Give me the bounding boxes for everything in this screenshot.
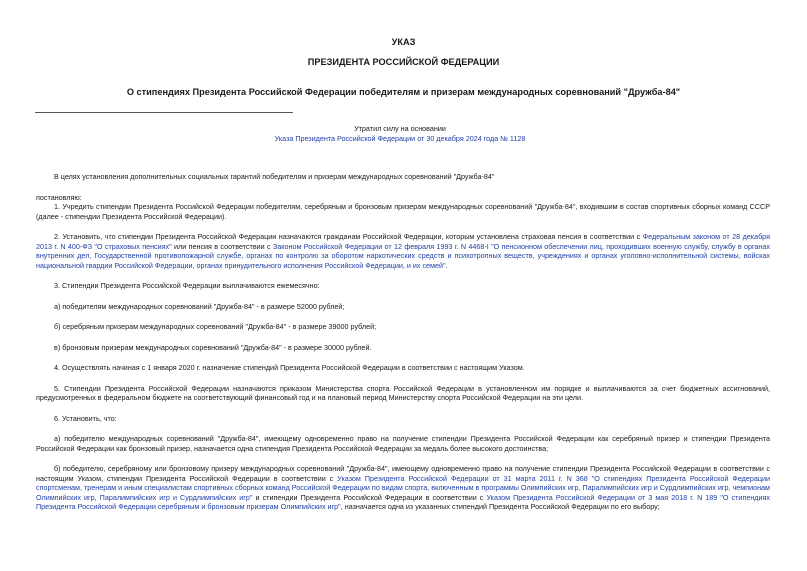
- paragraph-4: 4. Осуществлять начиная с 1 января 2020 г. назначение стипендий Президента Российской Федерации в соответствии с настоящим Указом.: [54, 363, 525, 372]
- issuer-heading: ПРЕЗИДЕНТА РОССИЙСКОЙ ФЕДЕРАЦИИ: [307, 57, 500, 67]
- status-note: [250, 124, 550, 145]
- status-note-text: Утратил силу на основании: [354, 124, 446, 133]
- federal-law-400-link[interactable]: Федеральным законом от 28 декабря 2013 г. N 400-ФЗ "О страховых пенсиях": [36, 232, 770, 251]
- paragraph-5: 5. Стипендии Президента Российской Федерации назначаются приказом Министерства спорта Российской Федерации в установленном им порядке и выплачиваются за счет бюджетных ассигнований, предусмотренных в федеральном бюджете на соответствующий финансовый год и на плановый период Министерству спорта Российской Федерации на эти цели.: [36, 383, 770, 402]
- decree-189-link[interactable]: Указом Президента Российской Федерации от 3 мая 2018 г. N 189 "О стипендиях Президента Российской Федерации серебряным и бронзовым призерам Олимпийских игр": [36, 492, 771, 511]
- preamble: В целях установления дополнительных социальных гарантий победителям и призерам международных соревнований "Дружба-84": [54, 172, 495, 181]
- document-body: [36, 172, 770, 512]
- paragraph-1: 1. Учредить стипендии Президента Российской Федерации победителям, серебряным и бронзовым призерам международных соревнований "Дружба-84", входившим в состав спортивных сборных команд СССР (далее - стипендии Президента Российской Федерации).: [36, 202, 770, 221]
- paragraph-6-b: [36, 464, 770, 512]
- paragraph-6b-text-c: , назначается одна из указанных стипендий Президента Российской Федерации по его выбору;: [340, 502, 660, 511]
- doc-type-heading: УКАЗ: [391, 37, 416, 47]
- repeal-decree-link[interactable]: Указа Президента Российской Федерации от 30 декабря 2024 года № 1128: [274, 134, 526, 144]
- paragraph-6-a: а) победителю международных соревнований "Дружба-84", имеющему одновременно право на получение стипендии Президента Российской Федерации как серебряный призер и стипендии Президента Российской Федерации как бронзовый призер, назначается одна стипендия Президента Российской Федерации за медаль более высокого достоинства;: [36, 434, 770, 453]
- header-divider: [35, 112, 293, 113]
- law-4468-link[interactable]: Законом Российской Федерации от 12 февраля 1993 г. N 4468-I "О пенсионном обеспечении лиц, проходивших военную службу, службу в органах внутренних дел, Государственной противопожарной службе, органах по контролю за оборотом наркотических средств и психотропных веществ, учреждениях и органах уголовно-исполнительной системы, войсках национальной гвардии Российской Федерации, органах принудительного исполнения Российской Федерации, и их семей": [36, 241, 770, 270]
- document-title: О стипендиях Президента Российской Федерации победителям и призерам международных соревнований "Дружба-84": [126, 87, 681, 97]
- paragraph-6b-text-a: б) победителю, серебряному или бронзовому призеру международных соревнований "Дружба-84", имеющему одновременно право на получение стипендии Президента Российской Федерации в соответствии с настоящим Указом, стипендии Президента Российской Федерации в соответствии с: [36, 464, 770, 483]
- paragraph-2-text-c: .: [445, 260, 448, 270]
- paragraph-3-b: б) серебряным призерам международных соревнований "Дружба-84" - в размере 39000 рублей;: [54, 322, 377, 331]
- paragraph-6b-text-b: и стипендии Президента Российской Федерации в соответствии с: [252, 492, 487, 502]
- paragraph-2-text-a: 2. Установить, что стипендии Президента Российской Федерации назначаются гражданам Российской Федерации, которым установлена страховая пенсия в соответствии с: [54, 232, 643, 241]
- paragraph-6: 6. Установить, что:: [54, 413, 117, 423]
- paragraph-3: 3. Стипендии Президента Российской Федерации выплачиваются ежемесячно:: [54, 281, 320, 290]
- paragraph-2: [36, 232, 770, 270]
- paragraph-3-c: в) бронзовым призерам международных соревнований "Дружба-84" - в размере 30000 рублей.: [54, 342, 372, 352]
- paragraph-3-a: а) победителям международных соревнований "Дружба-84" - в размере 52000 рублей;: [54, 301, 345, 311]
- decree-368-link[interactable]: Указом Президента Российской Федерации от 31 марта 2011 г. N 368 "О стипендиях Президента Российской Федерации спортсменам, тренерам и иным специалистам спортивных сборных команд Российской Федерации по видам спорта, включенным в программы Олимпийских игр, Паралимпийских игр и Сурдлимпийских игр, чемпионам Олимпийских игр, Паралимпийских игр и Сурдлимпийских игр": [36, 473, 770, 502]
- decree-word: постановляю:: [36, 192, 82, 202]
- paragraph-2-text-b: или пенсия в соответствии с: [171, 241, 273, 251]
